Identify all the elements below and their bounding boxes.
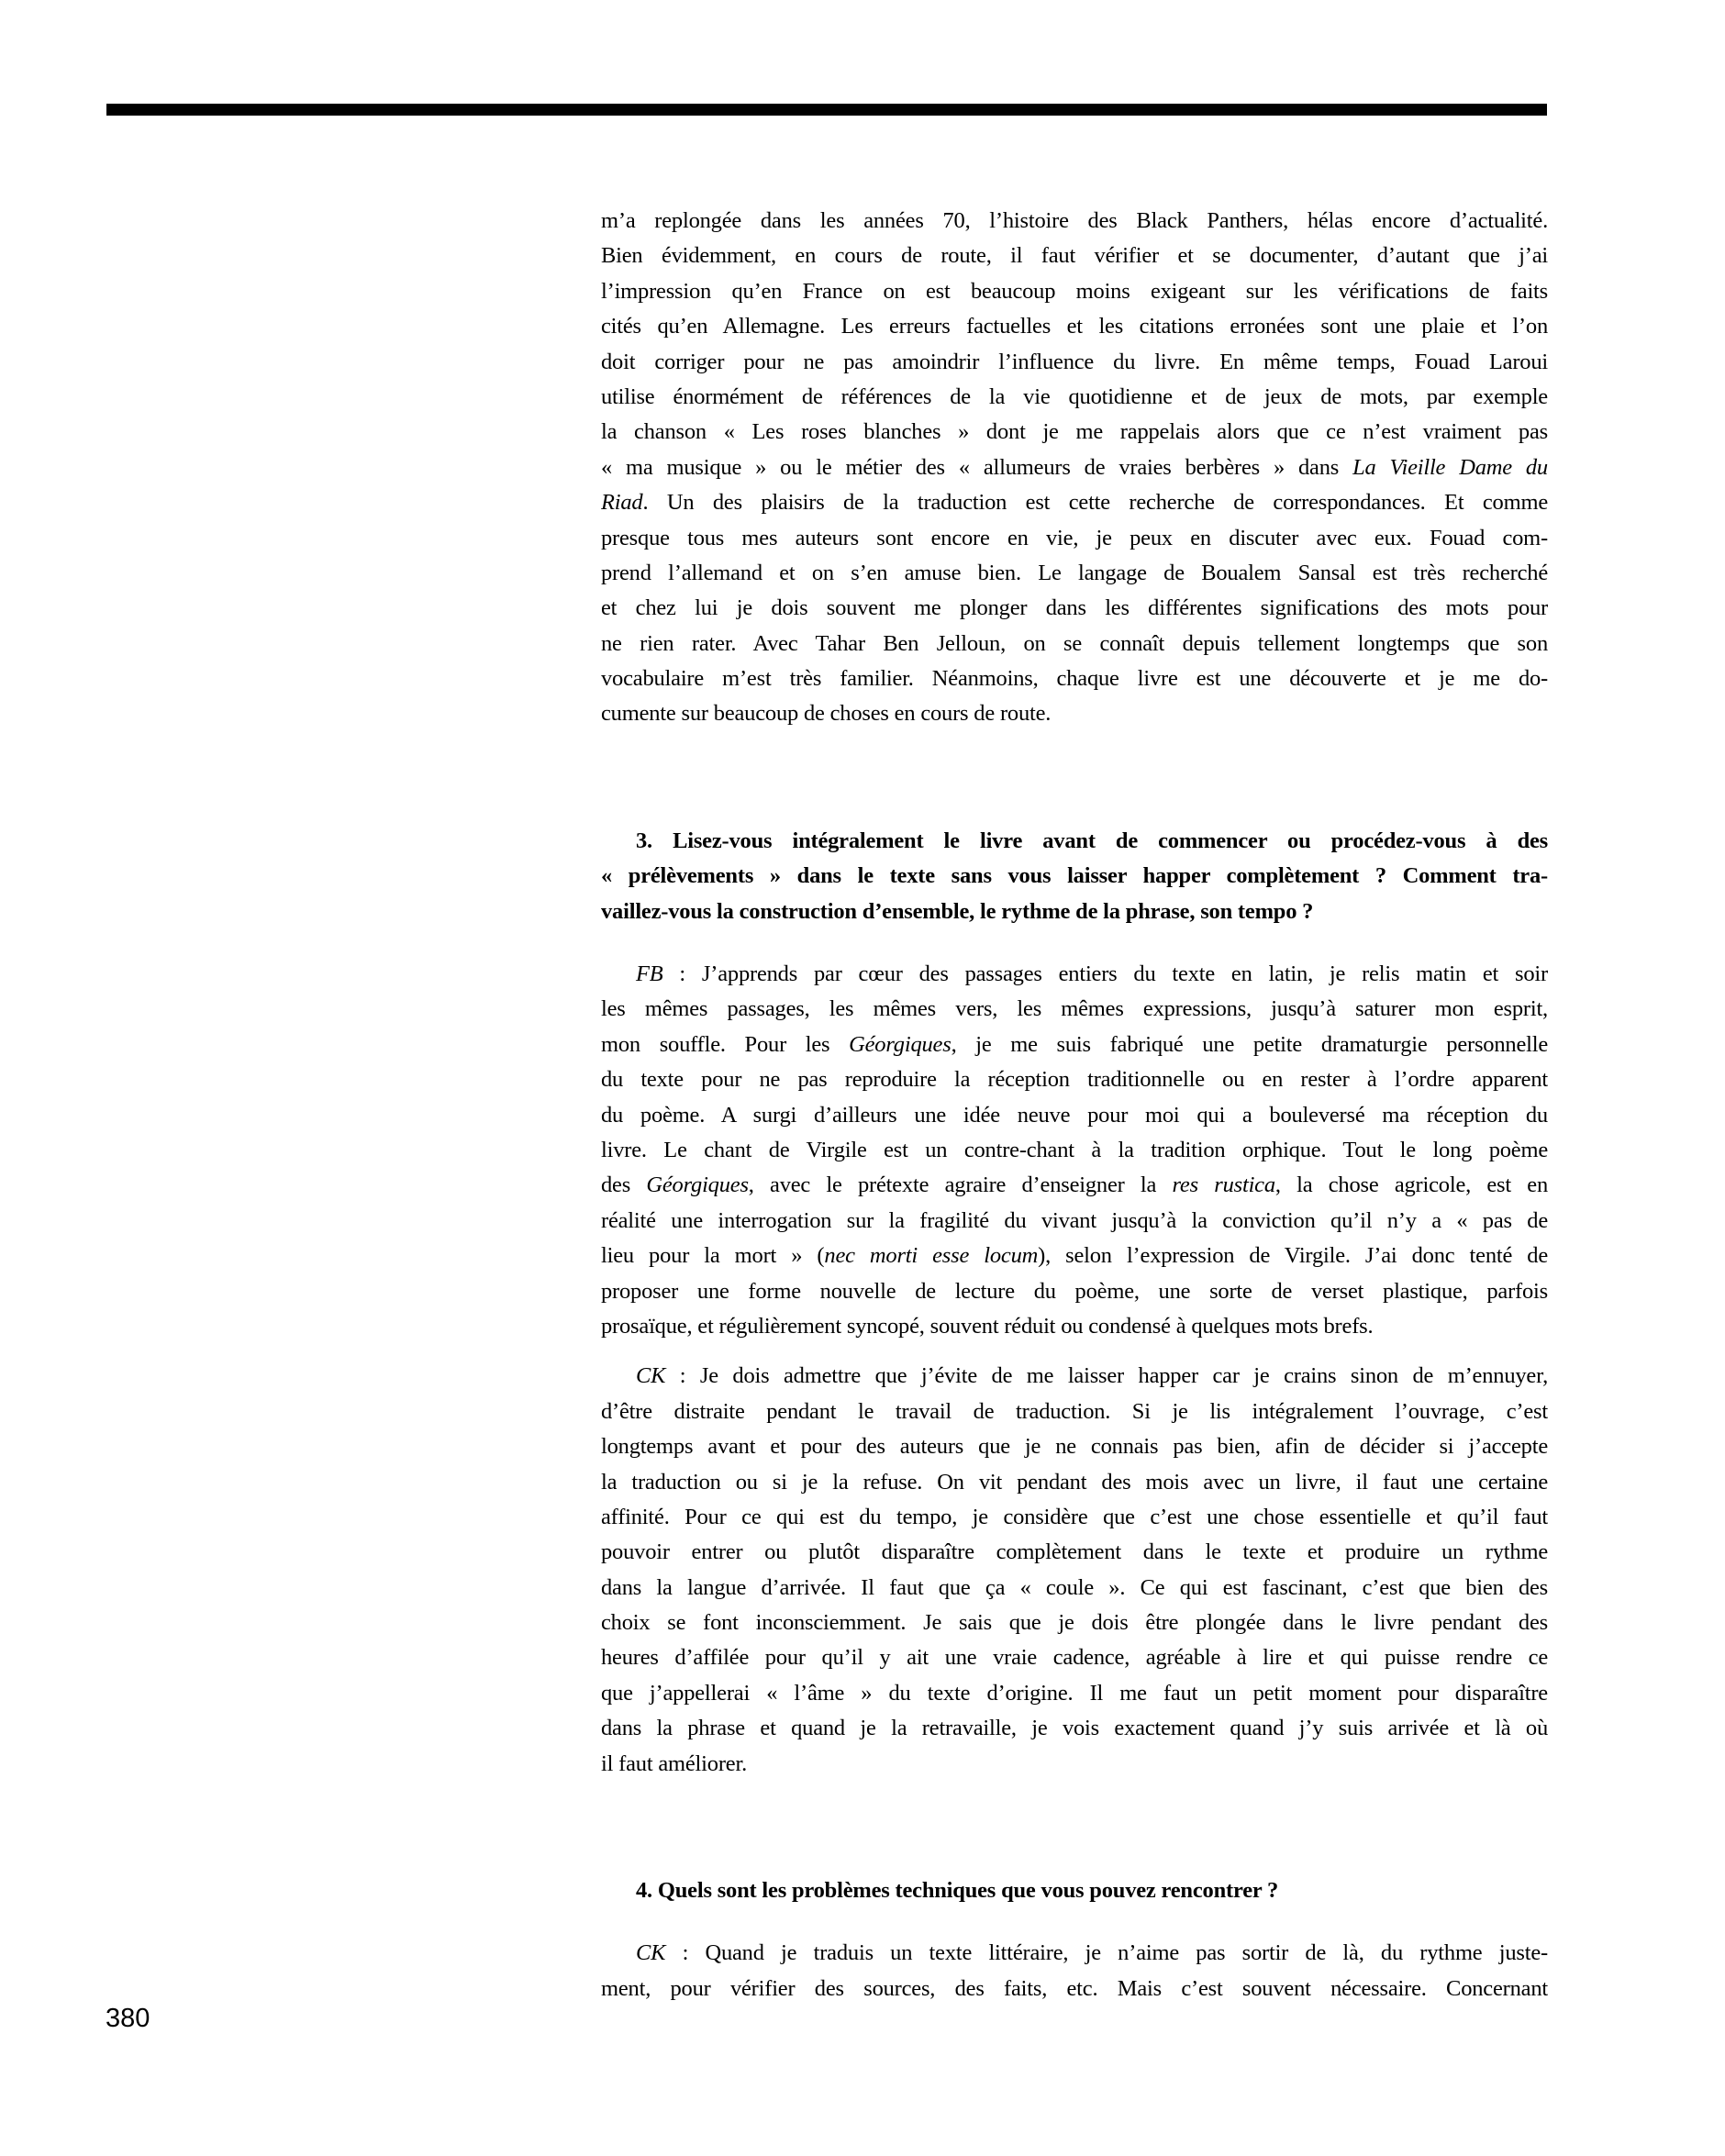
text-line: longtemps avant et pour des auteurs que je ne connais pas bien, afin de décider si j’accepte — [601, 1434, 1548, 1460]
page-number: 380 — [106, 2004, 150, 2033]
text-line: pouvoir entrer ou plutôt disparaître complètement dans le texte et produire un rythme — [601, 1539, 1548, 1565]
text-line: « prélèvements » dans le texte sans vous laisser happer complètement ? Comment tra- — [601, 863, 1548, 889]
text-line: vaillez-vous la construction d’ensemble, le rythme de la phrase, son tempo ? — [601, 898, 1314, 924]
text-line: lieu pour la mort » (nec morti esse locum), selon l’expression de Virgile. J’ai donc tenté de — [601, 1243, 1548, 1269]
paragraph — [601, 957, 1548, 1344]
text-line: réalité une interrogation sur la fragilité du vivant jusqu’à la conviction qu’il n’y a « pas de — [601, 1207, 1548, 1233]
text-line: des Géorgiques, avec le prétexte agraire d’enseigner la res rustica, la chose agricole, est en — [601, 1172, 1548, 1198]
text-line: la traduction ou si je la refuse. On vit pendant des mois avec un livre, il faut une certaine — [601, 1469, 1548, 1495]
header-rule — [106, 104, 1547, 116]
text-line: « ma musique » ou le métier des « allumeurs de vraies berbères » dans La Vieille Dame du — [601, 454, 1548, 480]
text-line: 3. Lisez-vous intégralement le livre avant de commencer ou procédez-vous à des — [636, 828, 1548, 853]
text-line: que j’appellerai « l’âme » du texte d’origine. Il me faut un petit moment pour disparaître — [601, 1680, 1548, 1706]
question-heading — [601, 1873, 1548, 1908]
paragraph — [601, 1936, 1548, 2006]
text-line: les mêmes passages, les mêmes vers, les mêmes expressions, jusqu’à saturer mon esprit, — [601, 996, 1548, 1022]
text-line: mon souffle. Pour les Géorgiques, je me suis fabriqué une petite dramaturgie personnelle — [601, 1031, 1548, 1057]
text-column — [601, 204, 1548, 2006]
text-line: proposer une forme nouvelle de lecture du poème, une sorte de verset plastique, parfois — [601, 1278, 1548, 1304]
text-line: Bien évidemment, en cours de route, il faut vérifier et se documenter, d’autant que j’ai — [601, 243, 1548, 269]
text-line: et chez lui je dois souvent me plonger dans les différentes significations des mots pour — [601, 595, 1548, 621]
text-line: cités qu’en Allemagne. Les erreurs factuelles et les citations erronées sont une plaie et l’on — [601, 314, 1548, 339]
text-line: il faut améliorer. — [601, 1750, 747, 1776]
text-line: livre. Le chant de Virgile est un contre-chant à la tradition orphique. Tout le long poème — [601, 1137, 1548, 1162]
text-line: dans la phrase et quand je la retravaille, je vois exactement quand j’y suis arrivée et là où — [601, 1716, 1548, 1741]
text-line: dans la langue d’arrivée. Il faut que ça « coule ». Ce qui est fascinant, c’est que bien des — [601, 1574, 1548, 1600]
paragraph — [601, 204, 1548, 732]
text-line: Riad. Un des plaisirs de la traduction est cette recherche de correspondances. Et comme — [601, 490, 1548, 516]
paragraph — [601, 1359, 1548, 1782]
text-line: d’être distraite pendant le travail de traduction. Si je lis intégralement l’ouvrage, c’est — [601, 1398, 1548, 1424]
question-heading — [601, 824, 1548, 929]
text-line: ment, pour vérifier des sources, des faits, etc. Mais c’est souvent nécessaire. Concernant — [601, 1975, 1548, 2001]
text-line: vocabulaire m’est très familier. Néanmoins, chaque livre est une découverte et je me do- — [601, 666, 1548, 692]
text-line: doit corriger pour ne pas amoindrir l’influence du livre. En même temps, Fouad Laroui — [601, 349, 1548, 374]
text-line: du texte pour ne pas reproduire la réception traditionnelle ou en rester à l’ordre apparent — [601, 1067, 1548, 1093]
text-line: prosaïque, et régulièrement syncopé, souvent réduit ou condensé à quelques mots brefs. — [601, 1313, 1374, 1339]
text-line: presque tous mes auteurs sont encore en vie, je peux en discuter avec eux. Fouad com- — [601, 525, 1548, 550]
text-line: 4. Quels sont les problèmes techniques que vous pouvez rencontrer ? — [636, 1878, 1279, 1904]
text-line: m’a replongée dans les années 70, l’histoire des Black Panthers, hélas encore d’actualité. — [601, 208, 1548, 233]
text-line: cumente sur beaucoup de choses en cours de route. — [601, 701, 1052, 727]
text-line: affinité. Pour ce qui est du tempo, je considère que c’est une chose essentielle et qu’il faut — [601, 1504, 1548, 1529]
text-line: l’impression qu’en France on est beaucoup moins exigeant sur les vérifications de faits — [601, 278, 1548, 304]
text-line: choix se font inconsciemment. Je sais que je dois être plongée dans le livre pendant des — [601, 1610, 1548, 1636]
text-line: heures d’affilée pour qu’il y ait une vraie cadence, agréable à lire et qui puisse rendre ce — [601, 1645, 1548, 1671]
text-line: CK : Quand je traduis un texte littéraire, je n’aime pas sortir de là, du rythme juste- — [636, 1940, 1548, 1966]
text-line: prend l’allemand et on s’en amuse bien. Le langage de Boualem Sansal est très recherché — [601, 560, 1548, 585]
text-line: du poème. A surgi d’ailleurs une idée neuve pour moi qui a bouleversé ma réception du — [601, 1102, 1548, 1128]
text-line: utilise énormément de références de la vie quotidienne et de jeux de mots, par exemple — [601, 383, 1548, 409]
text-line: FB : J’apprends par cœur des passages entiers du texte en latin, je relis matin et soir — [636, 961, 1548, 987]
text-line: ne rien rater. Avec Tahar Ben Jelloun, on se connaît depuis tellement longtemps que son — [601, 630, 1548, 656]
text-line: CK : Je dois admettre que j’évite de me laisser happer car je crains sinon de m’ennuyer, — [636, 1363, 1548, 1389]
text-line: la chanson « Les roses blanches » dont je me rappelais alors que ce n’est vraiment pas — [601, 419, 1548, 445]
